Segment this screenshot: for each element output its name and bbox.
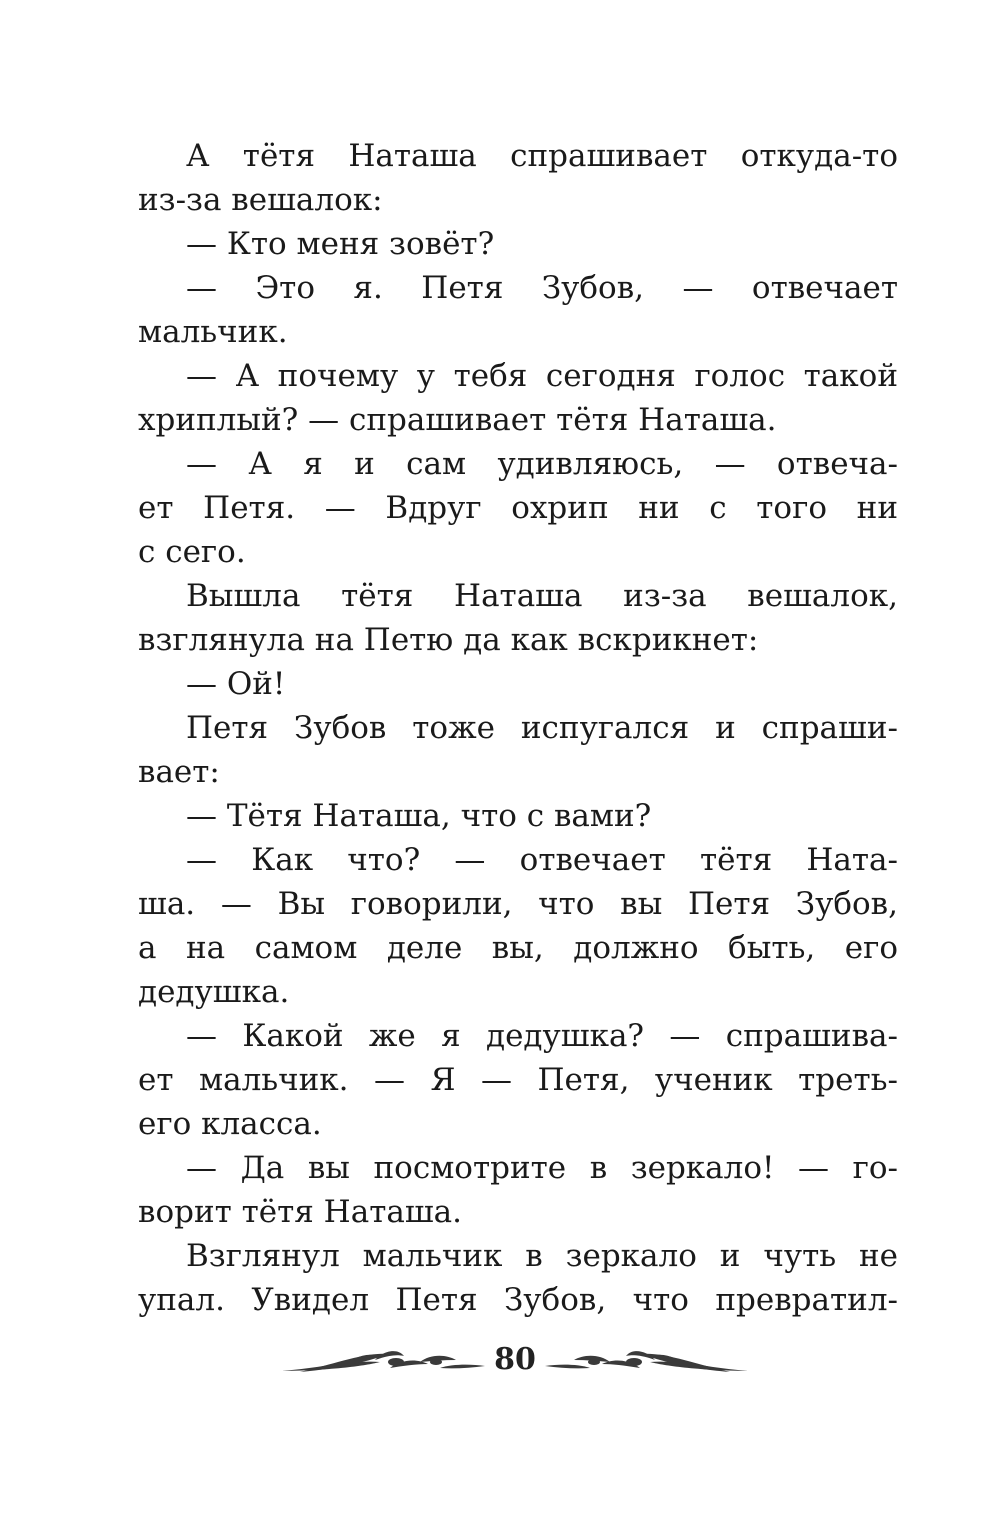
text-line: ша. — Вы говорили, что вы Петя Зубов, bbox=[138, 886, 898, 922]
text-line: мальчик. bbox=[138, 314, 288, 350]
text-line: — А я и сам удивляюсь, — отвеча- bbox=[186, 446, 898, 482]
page-body-text bbox=[138, 134, 898, 1322]
text-line: дедушка. bbox=[138, 974, 290, 1010]
text-line: взглянула на Петю да как вскрикнет: bbox=[138, 622, 759, 658]
text-line: Взглянул мальчик в зеркало и чуть не bbox=[186, 1238, 898, 1274]
text-line: из-за вешалок: bbox=[138, 182, 383, 218]
page-number: 80 bbox=[494, 1342, 536, 1377]
text-line: — Какой же я дедушка? — спрашива- bbox=[186, 1018, 898, 1054]
text-line: — Ой! bbox=[186, 666, 286, 702]
text-line: ет Петя. — Вдруг охрип ни с того ни bbox=[138, 490, 898, 526]
text-line: Вышла тётя Наташа из-за вешалок, bbox=[186, 578, 898, 614]
text-line: — А почему у тебя сегодня голос такой bbox=[186, 358, 898, 394]
text-line: упал. Увидел Петя Зубов, что превратил- bbox=[138, 1282, 898, 1318]
text-line: Петя Зубов тоже испугался и спраши- bbox=[186, 710, 898, 746]
text-line: с сего. bbox=[138, 534, 246, 570]
text-line: — Тётя Наташа, что с вами? bbox=[186, 798, 652, 834]
text-line: А тётя Наташа спрашивает откуда-то bbox=[186, 138, 898, 174]
text-line: хриплый? — спрашивает тётя Наташа. bbox=[138, 402, 777, 438]
text-line: ет мальчик. — Я — Петя, ученик треть- bbox=[138, 1062, 898, 1098]
text-line: вает: bbox=[138, 754, 220, 790]
text-line: а на самом деле вы, должно быть, его bbox=[138, 930, 898, 966]
text-line: ворит тётя Наташа. bbox=[138, 1194, 462, 1230]
text-line: — Да вы посмотрите в зеркало! — го- bbox=[186, 1150, 898, 1186]
text-line: — Как что? — отвечает тётя Ната- bbox=[186, 842, 898, 878]
text-line: — Это я. Петя Зубов, — отвечает bbox=[186, 270, 898, 306]
page-footer bbox=[280, 1338, 750, 1384]
text-line: — Кто меня зовёт? bbox=[186, 226, 495, 262]
text-line: его класса. bbox=[138, 1106, 322, 1142]
